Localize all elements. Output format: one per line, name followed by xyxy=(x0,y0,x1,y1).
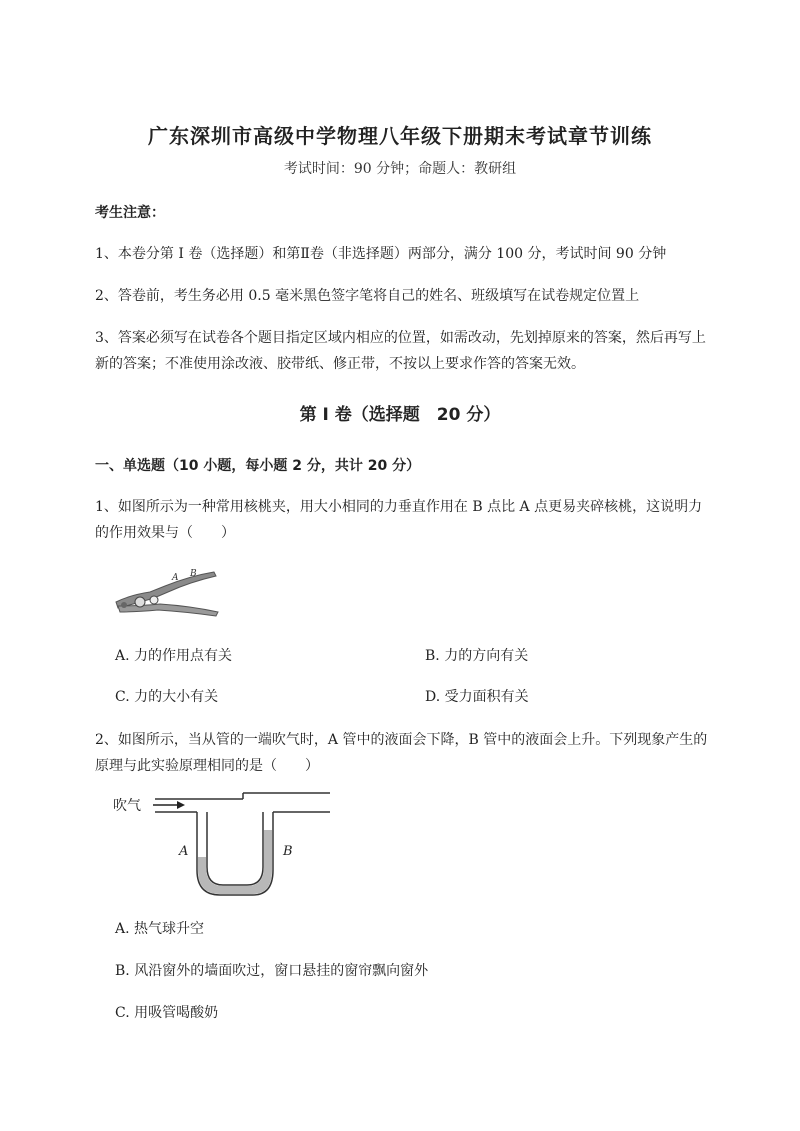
q2-option-b[interactable]: B. 风沿窗外的墙面吹过，窗口悬挂的窗帘飘向窗外 xyxy=(115,963,429,979)
tube-b-label: B xyxy=(283,844,293,859)
q1-option-d[interactable]: D. 受力面积有关 xyxy=(425,689,529,705)
question-group-title: 一、单选题（10 小题，每小题 2 分，共计 20 分） xyxy=(95,458,421,474)
exam-info: 考试时间：90 分钟；命题人：教研组 xyxy=(283,161,517,177)
question-2-stem: 2、如图所示，当从管的一端吹气时，A 管中的液面会下降，B 管中的液面会上升。下列现象产生的原理与此实验原理相同的是（ ） xyxy=(95,732,708,774)
q2-option-c[interactable]: C. 用吸管喝酸奶 xyxy=(115,1005,219,1021)
notice-item-1: 1、本卷分第 I 卷（选择题）和第Ⅱ卷（非选择题）两部分，满分 100 分，考试时间 90 分钟 xyxy=(95,246,667,262)
q1-option-a[interactable]: A. 力的作用点有关 xyxy=(115,648,233,664)
q2-option-a[interactable]: A. 热气球升空 xyxy=(115,921,205,937)
u-tube-figure xyxy=(105,785,345,900)
point-b-label: B xyxy=(190,569,197,579)
nutcracker-figure xyxy=(110,562,230,622)
tube-a-label: A xyxy=(179,844,189,859)
point-a-label: A xyxy=(172,573,179,583)
section-title: 第 I 卷（选择题 20 分） xyxy=(299,405,501,425)
notice-heading: 考生注意： xyxy=(95,205,165,221)
page-title: 广东深圳市高级中学物理八年级下册期末考试章节训练 xyxy=(148,124,652,148)
q1-option-b[interactable]: B. 力的方向有关 xyxy=(425,648,529,664)
notice-item-3: 3、答案必须写在试卷各个题目指定区域内相应的位置，如需改动，先划掉原来的答案，然后再写上新的答案；不准使用涂改液、胶带纸、修正带，不按以上要求作答的答案无效。 xyxy=(95,330,706,372)
blow-label: 吹气 xyxy=(113,798,141,814)
notice-item-2: 2、答卷前，考生务必用 0.5 毫米黑色签字笔将自己的姓名、班级填写在试卷规定位置上 xyxy=(95,288,640,304)
question-1-stem: 1、如图所示为一种常用核桃夹，用大小相同的力垂直作用在 B 点比 A 点更易夹碎核桃，这说明力的作用效果与（ ） xyxy=(95,499,703,541)
q1-option-c[interactable]: C. 力的大小有关 xyxy=(115,689,219,705)
